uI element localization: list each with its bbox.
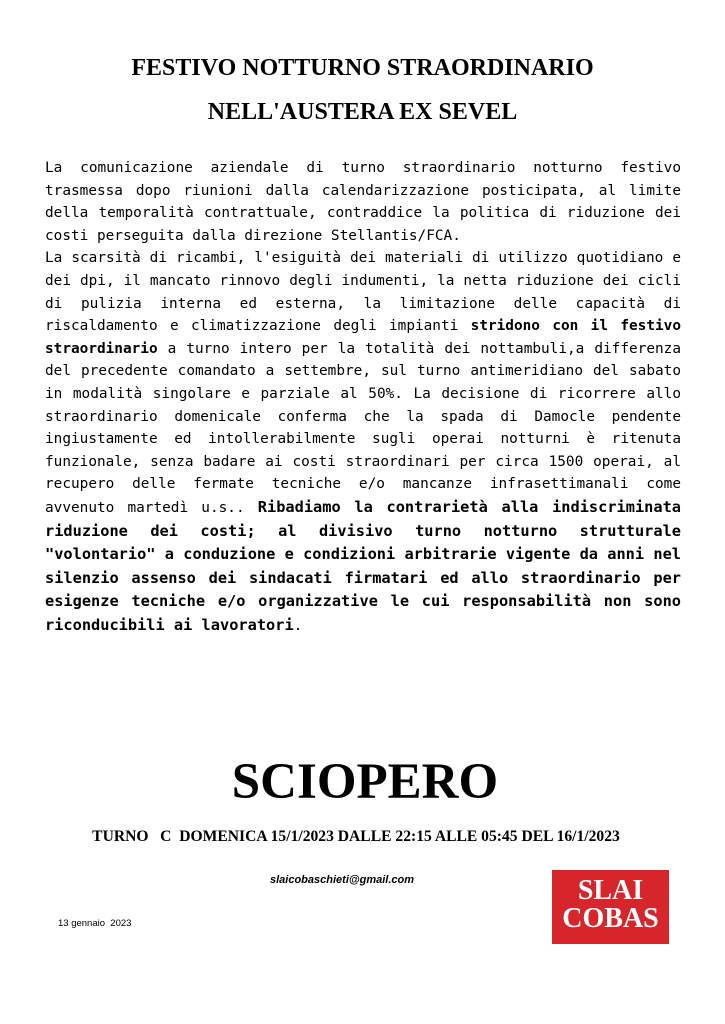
logo-line-1: SLAI — [577, 875, 644, 906]
title-line-2: NELL'AUSTERA EX SEVEL — [207, 99, 518, 125]
logo-line-2: COBAS — [562, 903, 659, 934]
paragraph-2 — [45, 247, 681, 637]
title-line-1: FESTIVO NOTTURNO STRAORDINARIO — [131, 55, 594, 81]
paragraph-2-part-c: a turno intero per la totalità dei nottambuli,a differenza del precedente comandato a settembre, sul turno antimeridiano del sabato in modalità singolare e parziale al 50%. La decisione di ricorrere allo straordinario domenicale conferma che la spada di Damocle pendente ingiustamente ed intollerabilmente sugli operai notturni è ritenuta funzionale, senza badare ai costi straordinari per circa 1500 operai, al recupero delle fermate tecniche e/o mancanze infrasettimanali come avvenuto martedì u.s.. — [45, 340, 681, 516]
shift-details: TURNO C DOMENICA 15/1/2023 DALLE 22:15 ALLE 05:45 DEL 16/1/2023 — [92, 828, 620, 845]
document-date: 13 gennaio 2023 — [58, 918, 132, 929]
emphasis-ribadiamo: Ribadiamo la contrarietà alla indiscriminata riduzione dei costi; al divisivo turno notturno strutturale "volontario" a conduzione e condizioni arbitrarie vigente da anni nel silenzio assenso dei sindacati firmatari ed allo straordinario per esigenze tecniche e/o organizzative le cui responsabilità non sono riconducibili ai lavoratori — [45, 497, 681, 634]
paragraph-1: La comunicazione aziendale di turno straordinario notturno festivo trasmessa dopo riunioni dalla calendarizzazione posticipata, al limite della temporalità contrattuale, contraddice la politica di riduzione dei costi perseguita dalla direzione Stellantis/FCA. — [45, 160, 681, 244]
strike-heading: SCIOPERO — [231, 754, 499, 810]
body-text — [45, 157, 681, 637]
paragraph-2-part-a: La scarsità di ricambi, l'esiguità dei materiali di utilizzo quotidiano e dei dpi, il mancato rinnovo degli indumenti, la netta riduzione dei cicli di pulizia interna ed esterna, la limitazione delle capacità di riscaldamento e climatizzazione degli impianti — [45, 250, 681, 335]
emphasis-festivo: stridono con il festivo straordinario — [45, 318, 681, 357]
paragraph-2-end: . — [293, 617, 303, 634]
contact-email: slaicobaschieti@gmail.com — [270, 874, 414, 886]
slai-cobas-logo — [552, 870, 669, 944]
